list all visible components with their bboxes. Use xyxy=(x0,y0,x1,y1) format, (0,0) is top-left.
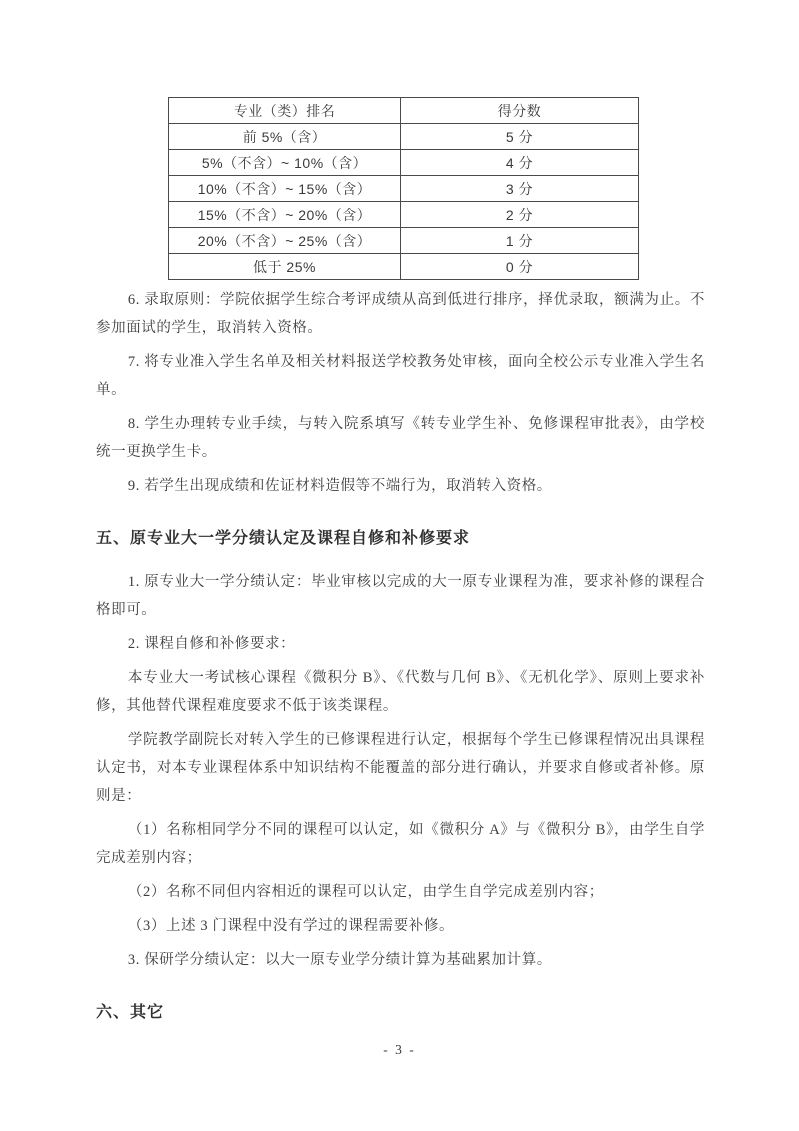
paragraph-rule-2: （2）名称不同但内容相近的课程可以认定，由学生自学完成差别内容； xyxy=(127,884,604,900)
cell-rank: 低于 25% xyxy=(169,254,401,280)
cell-rank: 20%（不含）~ 25%（含） xyxy=(169,228,401,254)
paragraph-credit-recognition: 1. 原专业大一学分绩认定：毕业审核以完成的大一原专业课程为准，要求补修的课程合格即可。 xyxy=(96,574,705,618)
section-5-heading: 五、原专业大一学分绩认定及课程自修和补修要求 xyxy=(96,530,471,547)
paragraph-rule-3: （3）上述 3 门课程中没有学过的课程需要补修。 xyxy=(127,918,455,934)
table-row xyxy=(169,176,639,202)
cell-score: 2 分 xyxy=(401,202,639,228)
cell-score: 3 分 xyxy=(401,176,639,202)
cell-score: 1 分 xyxy=(401,228,639,254)
paragraph-admission-principle: 6. 录取原则：学院依据学生综合考评成绩从高到低进行排序，择优录取，额满为止。不参加面试的学生，取消转入资格。 xyxy=(96,292,705,336)
paragraph-transfer-procedure: 8. 学生办理转专业手续，与转入院系填写《转专业学生补、免修课程审批表》，由学校统一更换学生卡。 xyxy=(96,416,705,460)
table-row xyxy=(169,228,639,254)
paragraph-core-courses: 本专业大一考试核心课程《微积分 B》、《代数与几何 B》、《无机化学》、原则上要求补修，其他替代课程难度要求不低于该类课程。 xyxy=(96,670,705,714)
cell-rank: 5%（不含）~ 10%（含） xyxy=(169,150,401,176)
cell-score: 4 分 xyxy=(401,150,639,176)
table-row xyxy=(169,202,639,228)
table-row xyxy=(169,124,639,150)
section-6-heading: 六、其它 xyxy=(96,1004,165,1021)
paragraph-dean-recognition: 学院教学副院长对转入学生的已修课程进行认定，根据每个学生已修课程情况出具课程认定书，对本专业课程体系中知识结构不能覆盖的部分进行确认，并要求自修或者补修。原则是： xyxy=(96,732,705,804)
cell-score: 0 分 xyxy=(401,254,639,280)
cell-rank: 15%（不含）~ 20%（含） xyxy=(169,202,401,228)
score-table xyxy=(168,97,639,280)
paragraph-postgrad-credit: 3. 保研学分绩认定：以大一原专业学分绩计算为基础累加计算。 xyxy=(127,952,552,968)
document-content xyxy=(96,0,705,1042)
cell-rank: 前 5%（含） xyxy=(169,124,401,150)
table-header-score: 得分数 xyxy=(401,98,639,124)
table-header-rank: 专业（类）排名 xyxy=(169,98,401,124)
paragraph-rule-1: （1）名称相同学分不同的课程可以认定，如《微积分 A》与《微积分 B》，由学生自学完成差别内容； xyxy=(96,822,705,866)
cell-rank: 10%（不含）~ 15%（含） xyxy=(169,176,401,202)
cell-score: 5 分 xyxy=(401,124,639,150)
paragraph-name-list-review: 7. 将专业准入学生名单及相关材料报送学校教务处审核，面向全校公示专业准入学生名单。 xyxy=(96,354,705,398)
paragraph-misconduct: 9. 若学生出现成绩和佐证材料造假等不端行为，取消转入资格。 xyxy=(127,478,552,494)
paragraph-self-study-req: 2. 课程自修和补修要求： xyxy=(127,636,296,652)
table-header-row xyxy=(169,98,639,124)
table-row xyxy=(169,150,639,176)
page-number: - 3 - xyxy=(383,1042,416,1057)
table-row xyxy=(169,254,639,280)
